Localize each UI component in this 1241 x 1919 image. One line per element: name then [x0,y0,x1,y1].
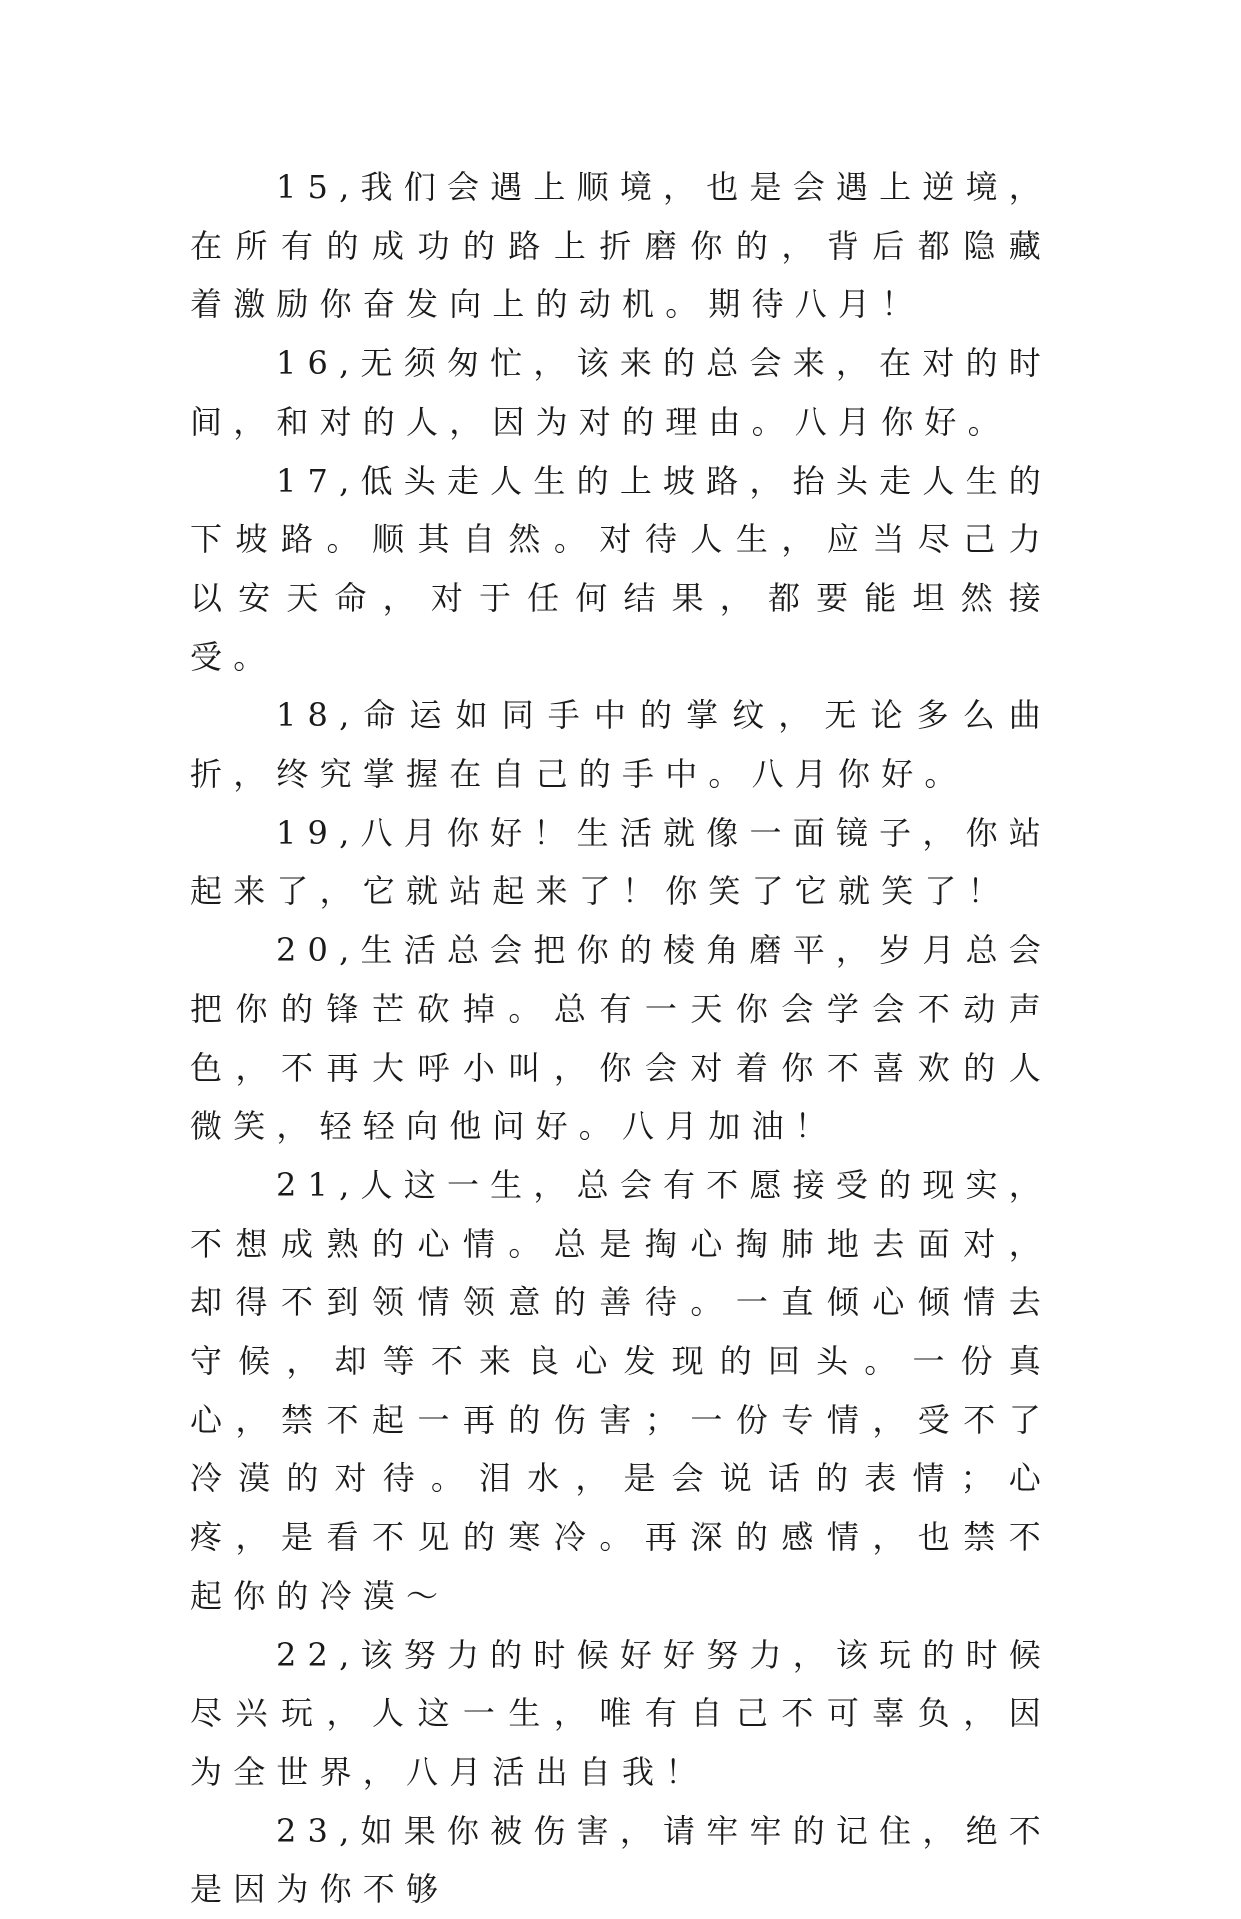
paragraph-23: 23,如果你被伤害，请牢牢的记住，绝不是因为你不够 [190,1811,1052,1909]
paragraph-21: 21,人这一生，总会有不愿接受的现实，不想成熟的心情。总是掏心掏肺地去面对，却得不到领情领意的善待。一直倾心倾情去守候，却等不来良心发现的回头。一份真心，禁不起一再的伤害；一份专情，受不了冷漠的对待。泪水，是会说话的表情；心疼，是看不见的寒冷。再深的感情，也禁不起你的冷漠～ [190,1165,1052,1615]
paragraph-17: 17,低头走人生的上坡路，抬头走人生的下坡路。顺其自然。对待人生，应当尽己力以安天命，对于任何结果，都要能坦然接受。 [190,461,1052,676]
paragraph-22: 22,该努力的时候好好努力，该玩的时候尽兴玩，人这一生，唯有自己不可辜负，因为全世界，八月活出自我！ [190,1635,1052,1791]
document-body [190,158,1052,1919]
paragraph-19: 19,八月你好！生活就像一面镜子，你站起来了，它就站起来了！你笑了它就笑了！ [190,813,1052,911]
paragraph-15: 15,我们会遇上顺境，也是会遇上逆境，在所有的成功的路上折磨你的，背后都隐藏着激励你奋发向上的动机。期待八月！ [190,168,1052,324]
paragraph-16: 16,无须匆忙，该来的总会来，在对的时间，和对的人，因为对的理由。八月你好。 [190,344,1052,441]
paragraph-20: 20,生活总会把你的棱角磨平，岁月总会把你的锋芒砍掉。总有一天你会学会不动声色，不再大呼小叫，你会对着你不喜欢的人微笑，轻轻向他问好。八月加油！ [190,931,1052,1146]
paragraph-18: 18,命运如同手中的掌纹，无论多么曲折，终究掌握在自己的手中。八月你好。 [190,696,1052,794]
